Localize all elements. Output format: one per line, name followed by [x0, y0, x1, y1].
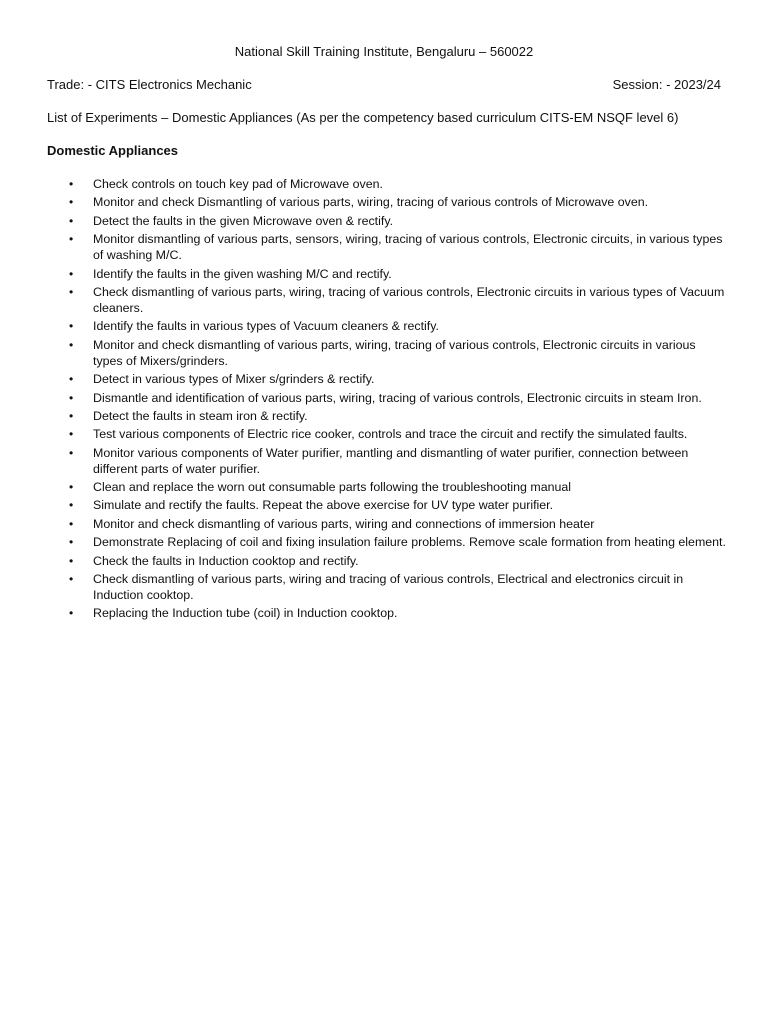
list-item	[47, 231, 727, 263]
trade-label: Trade: - CITS Electronics Mechanic	[47, 77, 252, 92]
list-item	[47, 516, 727, 532]
list-item-text: Detect in various types of Mixer s/grinders & rectify.	[93, 372, 375, 387]
list-item-text: Clean and replace the worn out consumable parts following the troubleshooting manual	[93, 480, 572, 495]
bullet-icon: •	[69, 480, 74, 495]
list-item-text: Monitor various components of Water purifier, mantling and dismantling of water purifier, connection between different parts of water purifier.	[93, 445, 689, 476]
list-title: List of Experiments – Domestic Appliances (As per the competency based curriculum CITS-EM NSQF level 6)	[47, 110, 679, 125]
list-item	[47, 176, 727, 192]
bullet-icon: •	[69, 284, 74, 299]
bullet-icon: •	[69, 232, 74, 247]
list-item-text: Check dismantling of various parts, wiring and tracing of various controls, Electrical and electronics circuit in Induction cooktop.	[93, 572, 684, 603]
list-item	[47, 571, 727, 603]
list-item	[47, 445, 727, 477]
list-item	[47, 605, 727, 621]
bullet-icon: •	[69, 606, 74, 621]
bullet-icon: •	[69, 498, 74, 513]
bullet-icon: •	[69, 445, 74, 460]
list-item-text: Monitor and check dismantling of various parts, wiring and connections of immersion heater	[93, 516, 595, 531]
list-item-text: Check dismantling of various parts, wiring, tracing of various controls, Electronic circuits in various types of Vacuum cleaners.	[93, 284, 725, 315]
bullet-icon: •	[69, 213, 74, 228]
list-item-text: Replacing the Induction tube (coil) in Induction cooktop.	[93, 606, 398, 621]
list-item-text: Test various components of Electric rice cooker, controls and trace the circuit and rectify the simulated faults.	[93, 427, 688, 442]
bullet-icon: •	[69, 408, 74, 423]
list-item	[47, 426, 727, 442]
list-item-text: Monitor and check Dismantling of various parts, wiring, tracing of various controls of Microwave oven.	[93, 195, 649, 210]
list-item-text: Check the faults in Induction cooktop and rectify.	[93, 553, 359, 568]
bullet-icon: •	[69, 427, 74, 442]
list-item-text: Monitor and check dismantling of various parts, wiring, tracing of various controls, Electronic circuits in various types of Mixers/grinders.	[93, 337, 696, 368]
list-item-text: Demonstrate Replacing of coil and fixing insulation failure problems. Remove scale formation from heating element.	[93, 535, 726, 550]
bullet-icon: •	[69, 516, 74, 531]
bullet-icon: •	[69, 337, 74, 352]
list-item-text: Check controls on touch key pad of Microwave oven.	[93, 177, 383, 191]
list-item	[47, 497, 727, 513]
list-item	[47, 318, 727, 334]
list-item	[47, 337, 727, 369]
list-item-text: Identify the faults in the given washing M/C and rectify.	[93, 266, 392, 281]
bullet-icon: •	[69, 266, 74, 281]
list-item	[47, 194, 727, 210]
bullet-icon: •	[69, 572, 74, 587]
institute-name: National Skill Training Institute, Bengaluru – 560022	[234, 44, 534, 59]
trade-session-row	[47, 77, 721, 93]
bullet-icon: •	[69, 535, 74, 550]
bullet-icon: •	[69, 553, 74, 568]
section-heading: Domestic Appliances	[47, 143, 179, 158]
list-item-text: Detect the faults in the given Microwave oven & rectify.	[93, 213, 394, 228]
list-item	[47, 390, 727, 406]
bullet-icon: •	[69, 195, 74, 210]
session-label: Session: - 2023/24	[612, 77, 721, 92]
experiment-list	[47, 176, 727, 624]
list-item	[47, 534, 727, 550]
list-item-text: Simulate and rectify the faults. Repeat the above exercise for UV type water purifier.	[93, 498, 554, 513]
list-item-text: Detect the faults in steam iron & rectify.	[93, 408, 308, 423]
list-item-text: Dismantle and identification of various parts, wiring, tracing of various controls, Electronic circuits in steam Iron.	[93, 390, 702, 405]
list-item	[47, 284, 727, 316]
bullet-icon: •	[69, 319, 74, 334]
list-item	[47, 371, 727, 387]
bullet-icon: •	[69, 372, 74, 387]
list-item	[47, 408, 727, 424]
bullet-icon: •	[69, 390, 74, 405]
list-item	[47, 213, 727, 229]
list-item-text: Monitor dismantling of various parts, sensors, wiring, tracing of various controls, Electronic circuits, in various types of washing M/C.	[93, 232, 723, 263]
bullet-icon: •	[69, 177, 74, 191]
list-item	[47, 479, 727, 495]
list-item	[47, 266, 727, 282]
list-item	[47, 553, 727, 569]
list-item-text: Identify the faults in various types of Vacuum cleaners & rectify.	[93, 319, 439, 334]
